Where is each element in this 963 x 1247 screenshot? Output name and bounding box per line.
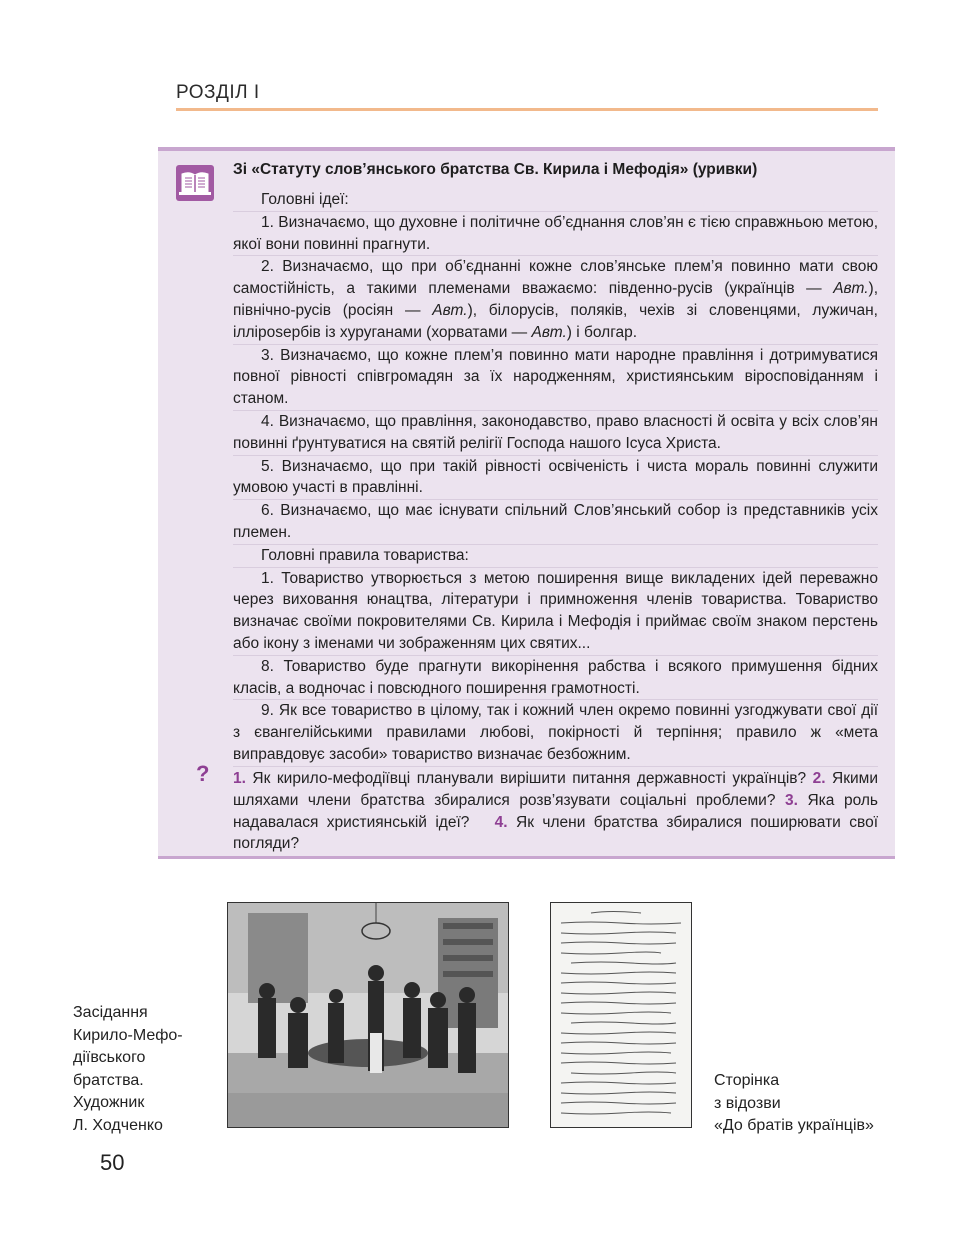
document-title: Зі «Статуту слов’янського братства Св. Кирила і Мефодія» (уривки) — [233, 161, 758, 178]
page-number: 50 — [100, 1150, 125, 1175]
question-3: Яка роль надавалася християнській ідеї? — [233, 791, 878, 831]
idea-3: 3. Визначаємо, що кожне плем’я повинно мати народне правління і дотримуватися повної рівності співгромадян за їх народженням, християнським віросповіданням і станом. — [233, 345, 878, 411]
question-4: Як члени братства збиралися поширювати свої погляди? — [233, 813, 878, 853]
question-2-number: 2. — [812, 770, 826, 787]
rules-intro: Головні правила товариства: — [233, 545, 878, 568]
idea-6: 6. Визначаємо, що має існувати спільний Слов’янський собор із представників усіх племен. — [233, 500, 878, 545]
question-4-number: 4. — [494, 813, 508, 831]
document-body — [233, 189, 878, 767]
idea-4: 4. Визначаємо, що правління, законодавство, право власності й освіта у всіх слов’ян повинні ґрунтуватися на святій релігії Господа нашого Ісуса Христа. — [233, 411, 878, 456]
painting-caption: Засідання Кирило-Мефо- діївського братства. Художник Л. Ходченко — [73, 1004, 183, 1134]
idea-2: 2. Визначаємо, що при об’єднанні кожне слов’янське плем’я повинно мати свою самостійність, а такими племенами вважаємо: південно-русів (українців — Авт.), північно-русів (росіян — Авт.), білорусів, поляків, чехів зі словенцями, лужичан, іллірosербів із хуруганами (хорватами — Авт.) і болгар. — [233, 256, 878, 344]
questions-block — [233, 768, 878, 855]
question-3-number: 3. — [785, 791, 798, 809]
question-1: Як кирило-мефодіївці планували вирішити питання державності українців? — [252, 770, 807, 787]
brotherhood-meeting-painting — [227, 902, 509, 1128]
manuscript-caption: Сторінка з відозви «До братів українців» — [714, 1072, 874, 1134]
idea-5: 5. Визначаємо, що при такій рівності освіченість і чиста мораль повинні служити умовою участі в правлінні. — [233, 456, 878, 501]
question-mark-icon: ? — [196, 761, 210, 786]
rule-9: 9. Як все товариство в цілому, так і кожний член окремо повинні узгоджувати свої дії з євангелійськими правилами любові, покірності й терпіння; правило ж «мета виправдовує засоби» товариство визначає безбожним. — [233, 700, 878, 766]
question-1-number: 1. — [233, 770, 246, 787]
question-2: Якими шляхами члени братства збиралися розв’язувати соціальні проблеми? — [233, 770, 878, 809]
book-icon — [176, 165, 214, 201]
intro-line: Головні ідеї: — [233, 189, 878, 212]
rule-8: 8. Товариство буде прагнути викорінення рабства і всякого примушення бідних класів, а водночас і повсюдного поширення грамотності. — [233, 656, 878, 701]
section-heading: РОЗДІЛ I — [176, 82, 260, 103]
manuscript-page-image — [550, 902, 692, 1128]
section-divider — [176, 108, 878, 111]
idea-1: 1. Визначаємо, що духовне і політичне об’єднання слов’ян є тією справжньою метою, якої вони повинні прагнути. — [233, 212, 878, 257]
source-document-box — [158, 147, 895, 859]
rule-1: 1. Товариство утворюється з метою поширення вище викладених ідей переважно через виховання юнацтва, літератури і примноження членів товариства. Товариство визначає своїми покровителями Св. Кирила і Мефодія і приймає своїм знаком перстень або ікону з іменами чи зображенням цих святих... — [233, 568, 878, 656]
